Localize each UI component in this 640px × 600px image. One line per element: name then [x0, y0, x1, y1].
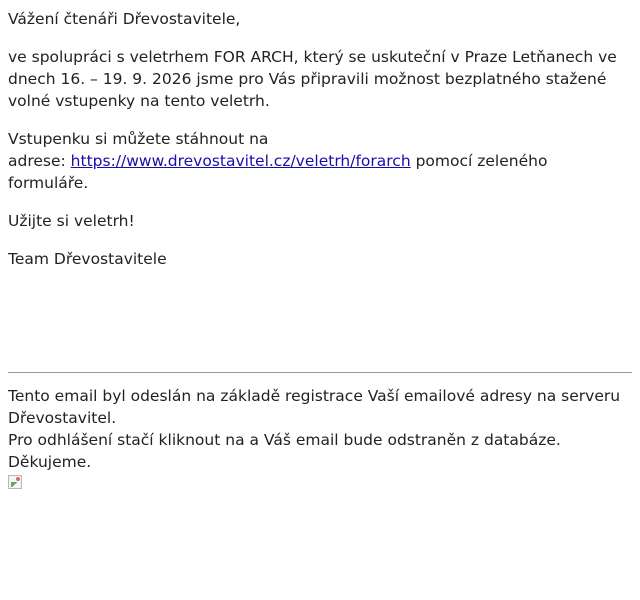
- footer-divider: [8, 372, 632, 373]
- email-intro-paragraph: ve spolupráci s veletrhem FOR ARCH, který se uskuteční v Praze Letňanech ve dnech 16. – 19. 9. 2026 jsme pro Vás připravili možnost bezplatného stažené volné vstupenky na tento veletrh.: [8, 48, 617, 110]
- signature: Team Dřevostavitele: [8, 250, 167, 268]
- unsubscribe-notice: Pro odhlášení stačí kliknout na a Váš email bude odstraněn z databáze. Děkujeme.: [8, 431, 561, 471]
- download-prefix: adrese:: [8, 152, 71, 170]
- email-footer: [8, 385, 632, 495]
- spacer: [8, 286, 632, 372]
- forarch-ticket-link[interactable]: https://www.drevostavitel.cz/veletrh/forarch: [70, 152, 411, 170]
- enjoy-text: Užijte si veletrh!: [8, 212, 135, 230]
- download-instructions: [8, 128, 632, 194]
- email-greeting: Vážení čtenáři Dřevostavitele,: [8, 10, 241, 28]
- download-line-1: Vstupenku si můžete stáhnout na: [8, 130, 269, 148]
- download-suffix: pomocí zeleného formuláře.: [8, 152, 548, 192]
- broken-image-icon: [8, 475, 22, 489]
- registration-notice: Tento email byl odeslán na základě registrace Vaší emailové adresy na serveru Dřevostavitel.: [8, 387, 621, 427]
